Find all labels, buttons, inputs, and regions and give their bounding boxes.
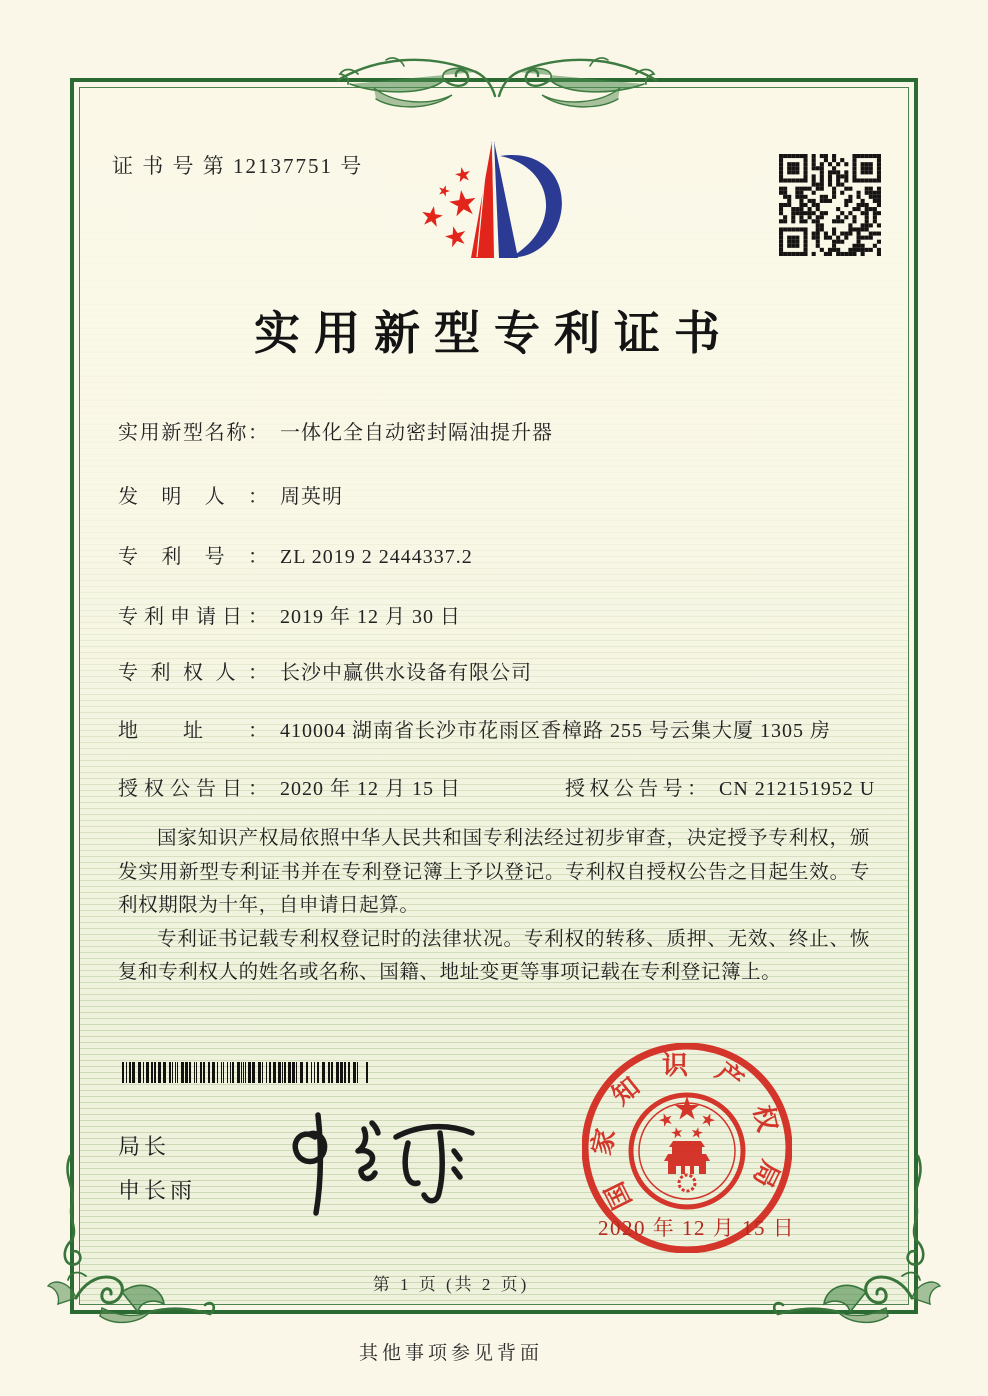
barcode xyxy=(122,1062,368,1083)
field-label: 实用新型名称： xyxy=(118,422,268,444)
certificate-title: 实用新型专利证书 xyxy=(254,308,734,359)
field-value: CN 212151952 U xyxy=(719,778,876,800)
legal-paragraph-2: 专利证书记载专利权登记时的法律状况。专利权的转移、质押、无效、终止、恢复和专利权人的姓名或名称、国籍、地址变更等事项记载在专利登记簿上。 xyxy=(118,928,870,983)
field-row-inventor xyxy=(118,480,343,509)
back-note: 其他事项参见背面 xyxy=(358,1343,543,1364)
page-number: 第 1 页 (共 2 页) xyxy=(372,1275,530,1294)
field-label: 专利权人： xyxy=(118,662,268,684)
national-emblem-icon xyxy=(631,1095,743,1207)
certificate-number: 证 书 号 第 12137751 号 xyxy=(112,154,364,178)
legal-paragraph-1: 国家知识产权局依照中华人民共和国专利法经过初步审查，决定授予专利权，颁发实用新型专利证书并在专利登记簿上予以登记。专利权自授权公告之日起生效。专利权期限为十年，自申请日起算。 xyxy=(118,828,870,916)
field-value: 410004 湖南省长沙市花雨区香樟路 255 号云集大厦 1305 房 xyxy=(280,720,831,742)
seal-ring-text: 国家知识产权局 xyxy=(586,1051,788,1214)
field-row-patentee xyxy=(118,656,532,685)
field-row-address xyxy=(118,714,831,743)
field-row-name xyxy=(118,416,553,445)
qr-code xyxy=(779,154,881,256)
field-row-filing-date xyxy=(118,600,461,629)
field-value: 2020 年 12 月 15 日 xyxy=(280,778,461,800)
signer-name: 申长雨 xyxy=(118,1178,197,1203)
field-label: 授权公告日： xyxy=(118,778,268,800)
legal-text xyxy=(118,822,870,990)
director-signature-icon xyxy=(268,1106,508,1220)
field-value: ZL 2019 2 2444337.2 xyxy=(280,546,473,568)
field-value: 周英明 xyxy=(280,486,343,508)
field-label: 发明人： xyxy=(118,486,268,508)
seal-date: 2020 年 12 月 15 日 xyxy=(598,1216,796,1240)
cnipa-logo-icon xyxy=(405,131,595,288)
field-label: 专利申请日： xyxy=(118,606,268,628)
field-value: 2019 年 12 月 30 日 xyxy=(280,606,461,628)
grant-number-group xyxy=(565,772,875,801)
field-label: 地址： xyxy=(118,720,268,742)
field-row-patent-no xyxy=(118,540,473,569)
field-label: 授权公告号： xyxy=(565,778,707,800)
ornament-top-icon xyxy=(334,50,660,112)
field-value: 一体化全自动密封隔油提升器 xyxy=(280,422,553,444)
field-value: 长沙中赢供水设备有限公司 xyxy=(280,662,532,684)
signer-title: 局长 xyxy=(118,1134,171,1159)
field-label: 专利号： xyxy=(118,546,268,568)
field-row-grant xyxy=(118,772,876,801)
